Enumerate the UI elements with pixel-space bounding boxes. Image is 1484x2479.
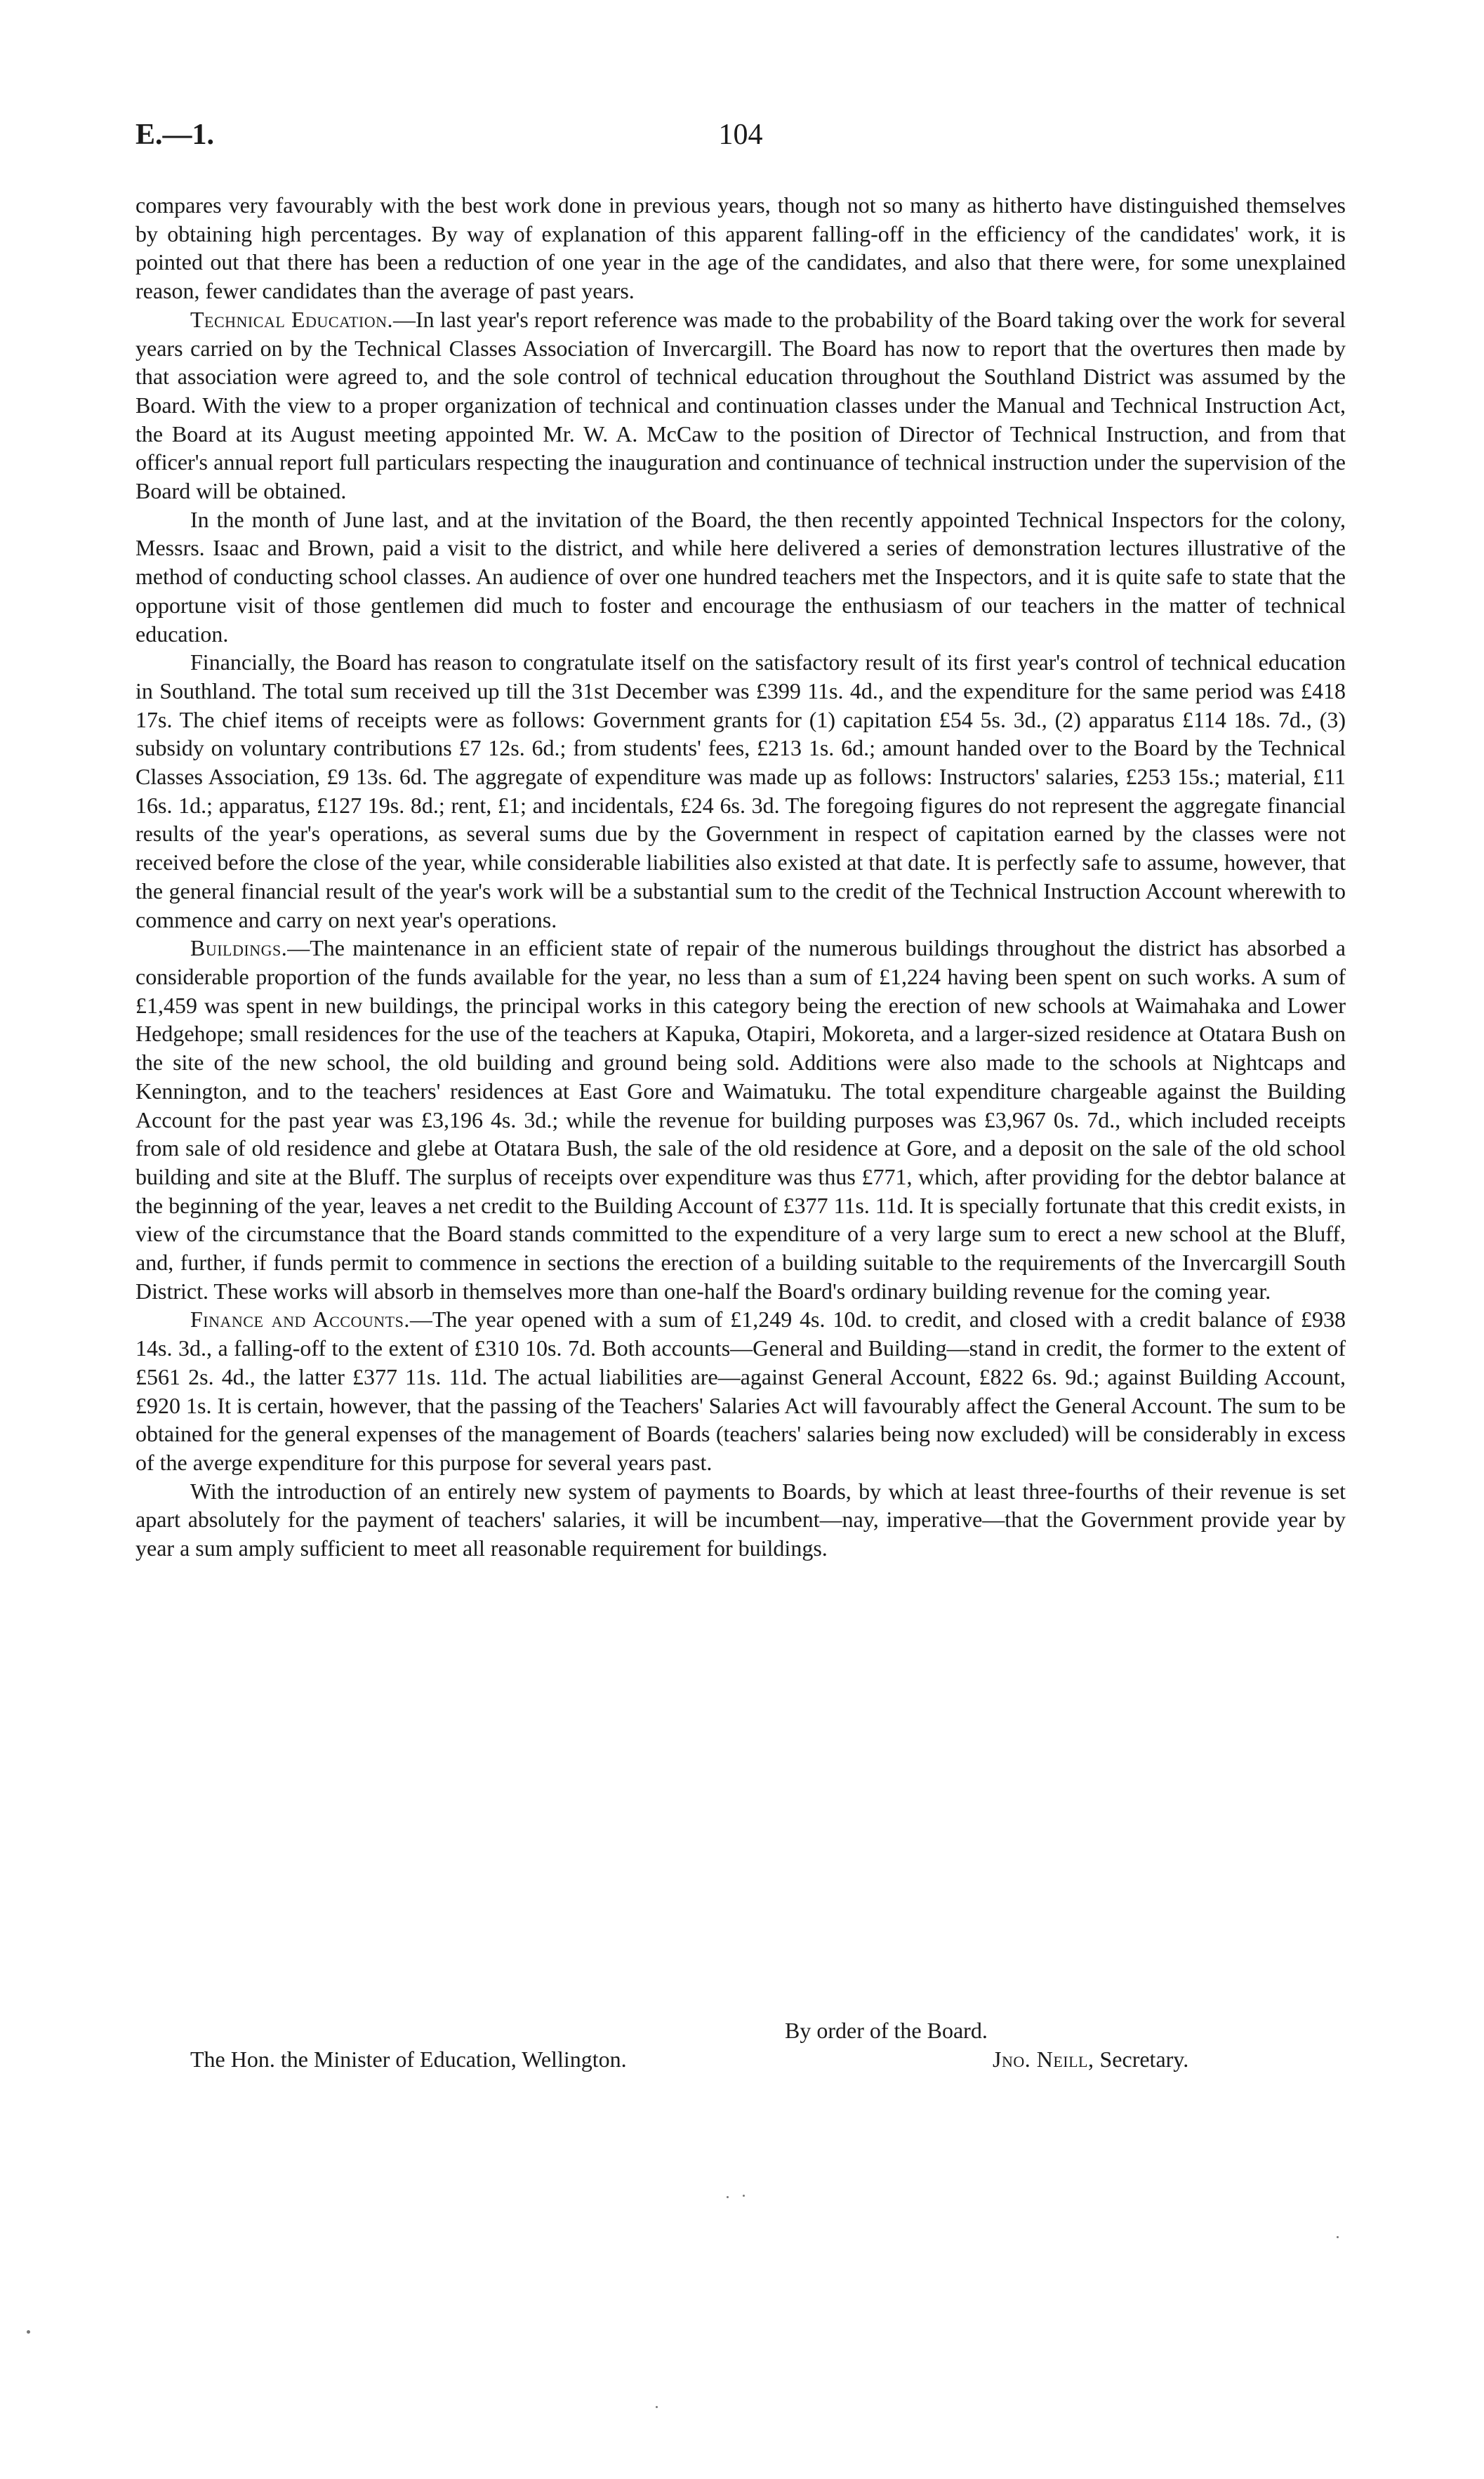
page-header <box>135 118 1346 160</box>
scan-speck <box>656 2406 658 2408</box>
section-heading-technical-education: Technical Education. <box>190 306 393 332</box>
paragraph-buildings: Buildings.—The maintenance in an efficient state of repair of the numerous buildings throughout the district has absorbed a considerable proportion of the funds available for the year, no less than a sum of £1,224 having been spent on such works. A sum of £1,459 was spent in new buildings, the principal works in this category being the erection of new schools at Waimahaka and Lower Hedgehope; small residences for the use of the teachers at Kapuka, Otapiri, Mokoreta, and a larger-sized residence at Otatara Bush on the site of the new school, the old building and ground being sold. Additions were also made to the schools at Nightcaps and Kennington, and to the teachers' residences at East Gore and Waimatuku. The total expenditure chargeable against the Building Account for the past year was £3,196 4s. 3d.; while the revenue for building purposes was £3,967 0s. 7d., which included receipts from sale of old residence and glebe at Otatara Bush, the sale of the old residence at Gore, and a deposit on the sale of the old school building and site at the Bluff. The surplus of receipts over expenditure was thus £771, which, after providing for the debtor balance at the beginning of the year, leaves a net credit to the Building Account of £377 11s. 11d. It is specially fortunate that this credit exists, in view of the circumstance that the Board stands committed to the expenditure of a very large sum to erect a new school at the Bluff, and, further, if funds permit to commence in sections the erection of a building suitable to the requirements of the Invercargill South District. These works will absorb in themselves more than one-half the Board's ordinary building revenue for the coming year. <box>135 935 1346 1304</box>
page-number: 104 <box>718 119 763 151</box>
scan-speck <box>743 2195 745 2197</box>
signature-block <box>190 2047 1299 2077</box>
signatory-name: Jno. Neill, <box>993 2047 1094 2072</box>
order-line: By order of the Board. <box>785 2018 988 2043</box>
paragraph-finance-accounts: Finance and Accounts.—The year opened with a sum of £1,249 4s. 10d. to credit, and closed with a credit balance of £938 14s. 3d., a falling-off to the extent of £310 10s. 7d. Both accounts—General and Building—stand in credit, the former to the extent of £561 2s. 4d., the latter £377 11s. 11d. The actual liabilities are—against General Account, £822 6s. 9d.; against Building Account, £920 1s. It is certain, however, that the passing of the Teachers' Salaries Act will favourably affect the General Account. The sum to be obtained for the general expenses of the management of Boards (teachers' salaries being now excluded) will be considerably in excess of the averge expenditure for this purpose for several years past. <box>135 1307 1346 1475</box>
signatory-title: Secretary. <box>1099 2047 1189 2072</box>
addressee: The Hon. the Minister of Education, Wellington. <box>190 2047 627 2072</box>
section-heading-buildings: Buildings. <box>190 935 288 961</box>
scan-speck <box>727 2196 729 2198</box>
paragraph-technical-education: Technical Education.—In last year's report reference was made to the probability of the Board taking over the work for several years carried on by the Technical Classes Association of Invercargill. The Board has now to report that the overtures then made by that association were agreed to, and the sole control of technical education throughout the Southland District was assumed by the Board. With the view to a proper organization of technical and continuation classes under the Manual and Technical Instruction Act, the Board at its August meeting appointed Mr. W. A. McCaw to the position of Director of Technical Instruction, and from that officer's annual report full particulars respecting the inauguration and continuance of technical instruction under the supervision of the Board will be obtained. <box>135 306 1346 504</box>
paragraph-new-payment-system: With the introduction of an entirely new system of payments to Boards, by which at least three-fourths of their revenue is set apart absolutely for the payment of teachers' salaries, it will be incumbent—nay, imperative—that the Government provide year by year a sum amply sufficient to meet all reasonable requirement for buildings. <box>135 1478 1346 1561</box>
paragraph-financial-result: Financially, the Board has reason to congratulate itself on the satisfactory result of its first year's control of technical education in Southland. The total sum received up till the 31st December was £399 11s. 4d., and the expenditure for the same period was £418 17s. The chief items of receipts were as follows: Government grants for (1) capitation £54 5s. 3d., (2) apparatus £114 18s. 7d., (3) subsidy on voluntary contributions £7 12s. 6d.; from students' fees, £213 1s. 6d.; amount handed over to the Board by the Technical Classes Association, £9 13s. 6d. The aggregate of expenditure was made up as follows: Instructors' salaries, £253 15s.; material, £11 16s. 1d.; apparatus, £127 19s. 8d.; rent, £1; and incidentals, £24 6s. 3d. The foregoing figures do not represent the aggregate financial results of the year's operations, as several sums due by the Government in respect of capitation earned by the classes were not received before the close of the year, while considerable liabilities also existed at that date. It is perfectly safe to assume, however, that the general financial result of the year's work will be a substantial sum to the credit of the Technical Instruction Account wherewith to commence and carry on next year's operations. <box>135 649 1346 932</box>
report-body <box>135 191 1346 1563</box>
scan-speck <box>1337 2236 1339 2238</box>
paragraph-inspectors-visit: In the month of June last, and at the invitation of the Board, the then recently appointed Technical Inspectors for the colony, Messrs. Isaac and Brown, paid a visit to the district, and while here delivered a series of demonstration lectures illustrative of the method of conducting school classes. An audience of over one hundred teachers met the Inspectors, and it is quite safe to state that the opportune visit of those gentlemen did much to foster and encourage the enthusiasm of our teachers in the matter of technical education. <box>135 506 1346 647</box>
signatory <box>993 2047 1188 2073</box>
section-heading-finance-accounts: Finance and Accounts. <box>190 1307 410 1333</box>
paragraph-continuation: compares very favourably with the best work done in previous years, though not so many as hitherto have distinguished themselves by obtaining high percentages. By way of explanation of this apparent falling-off in the efficiency of the candidates' work, it is pointed out that there has been a reduction of one year in the age of the candidates, and also that there were, for some unexplained reason, fewer candidates than the average of past years. <box>135 192 1346 304</box>
document-id: E.—1. <box>135 119 215 151</box>
scan-speck <box>27 2330 30 2334</box>
